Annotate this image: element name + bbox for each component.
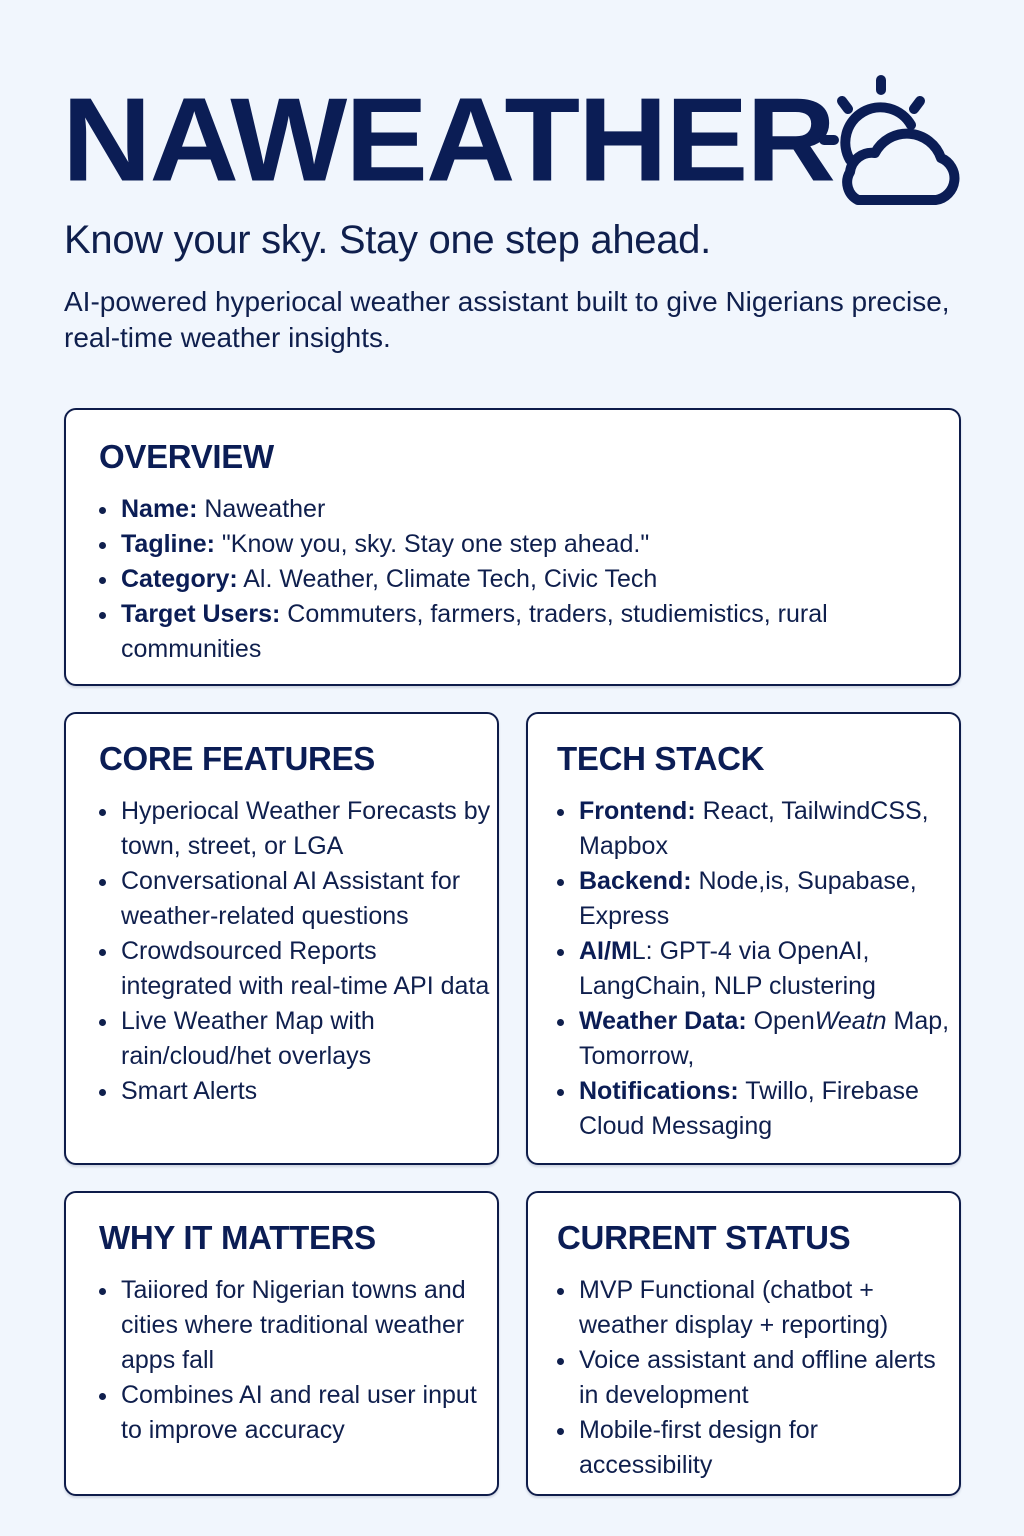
overview-card — [64, 408, 961, 686]
tech-stack-list — [557, 794, 952, 1144]
list-item: Live Weather Map with rain/cloud/het overlays — [99, 1004, 494, 1074]
list-item: Hyperiocal Weather Forecasts by town, street, or LGA — [99, 794, 494, 864]
tagline: Know your sky. Stay one step ahead. — [64, 218, 711, 262]
core-features-card — [64, 712, 499, 1165]
item-label: Tagline: — [121, 530, 215, 558]
list-item: Conversational AI Assistant for weather-related questions — [99, 864, 494, 934]
tech-item-frontend — [557, 794, 952, 864]
current-status-heading: CURRENT STATUS — [557, 1219, 851, 1256]
item-value: Naweather — [197, 495, 326, 523]
item-label: Frontend: — [579, 797, 696, 825]
list-item: Voice assistant and offline alerts in development — [557, 1343, 952, 1413]
why-it-matters-card — [64, 1191, 499, 1496]
list-item: Mobile-first design for accessibility — [557, 1413, 952, 1483]
item-value: Node,is, Supabase, Express — [579, 867, 917, 930]
item-label: Target Users: — [121, 600, 281, 628]
overview-list — [99, 492, 919, 667]
tech-stack-heading: TECH STACK — [557, 740, 765, 777]
list-item: Taiiored for Nigerian towns and cities where traditional weather apps fall — [99, 1273, 494, 1378]
overview-item-category — [99, 562, 919, 597]
app-title: NAWEATHER — [62, 73, 834, 207]
list-item: Combines AI and real user input to improve accuracy — [99, 1378, 494, 1448]
tech-item-weather-data — [557, 1004, 952, 1074]
list-item: Crowdsourced Reports integrated with real-time API data — [99, 934, 494, 1004]
why-it-matters-list — [99, 1273, 494, 1448]
tech-item-notifications — [557, 1074, 952, 1144]
item-value: Commuters, farmers, traders, studiemistics, rural communities — [121, 600, 828, 663]
item-label: Name: — [121, 495, 198, 523]
overview-heading: OVERVIEW — [99, 438, 274, 475]
current-status-card — [526, 1191, 961, 1496]
item-label: Backend: — [579, 867, 692, 895]
partly-cloudy-icon — [808, 70, 968, 210]
item-value-italic: Weatn — [814, 1007, 887, 1035]
list-item: MVP Functional (chatbot + weather display + reporting) — [557, 1273, 952, 1343]
item-label: Notifications: — [579, 1077, 739, 1105]
overview-item-tagline — [99, 527, 919, 562]
list-item: Smart Alerts — [99, 1074, 494, 1109]
item-label: AI/M — [579, 937, 632, 965]
tech-item-backend — [557, 864, 952, 934]
item-value: Open — [746, 1007, 815, 1035]
item-value: "Know you, sky. Stay one step ahead." — [214, 530, 650, 558]
core-features-list — [99, 794, 494, 1109]
tech-item-aiml — [557, 934, 952, 1004]
item-value: React, TailwindCSS, Mapbox — [579, 797, 929, 860]
item-value-rest: Map, Tomorrow, — [579, 1007, 950, 1070]
item-value: Twillo, Firebase Cloud Messaging — [579, 1077, 919, 1140]
description: AI-powered hyperiocal weather assistant built to give Nigerians precise, real-time weather insights. — [64, 286, 950, 353]
overview-item-name — [99, 492, 919, 527]
item-value: Al. Weather, Climate Tech, Civic Tech — [237, 565, 658, 593]
item-label: Category: — [121, 565, 238, 593]
item-label: Weather Data: — [579, 1007, 747, 1035]
item-value: L: GPT-4 via OpenAI, LangChain, NLP clustering — [579, 937, 876, 1000]
brand-header — [62, 73, 834, 207]
core-features-heading: CORE FEATURES — [99, 740, 376, 777]
tech-stack-card — [526, 712, 961, 1165]
current-status-list — [557, 1273, 952, 1483]
why-it-matters-heading: WHY IT MATTERS — [99, 1219, 376, 1256]
overview-item-target-users — [99, 597, 919, 667]
